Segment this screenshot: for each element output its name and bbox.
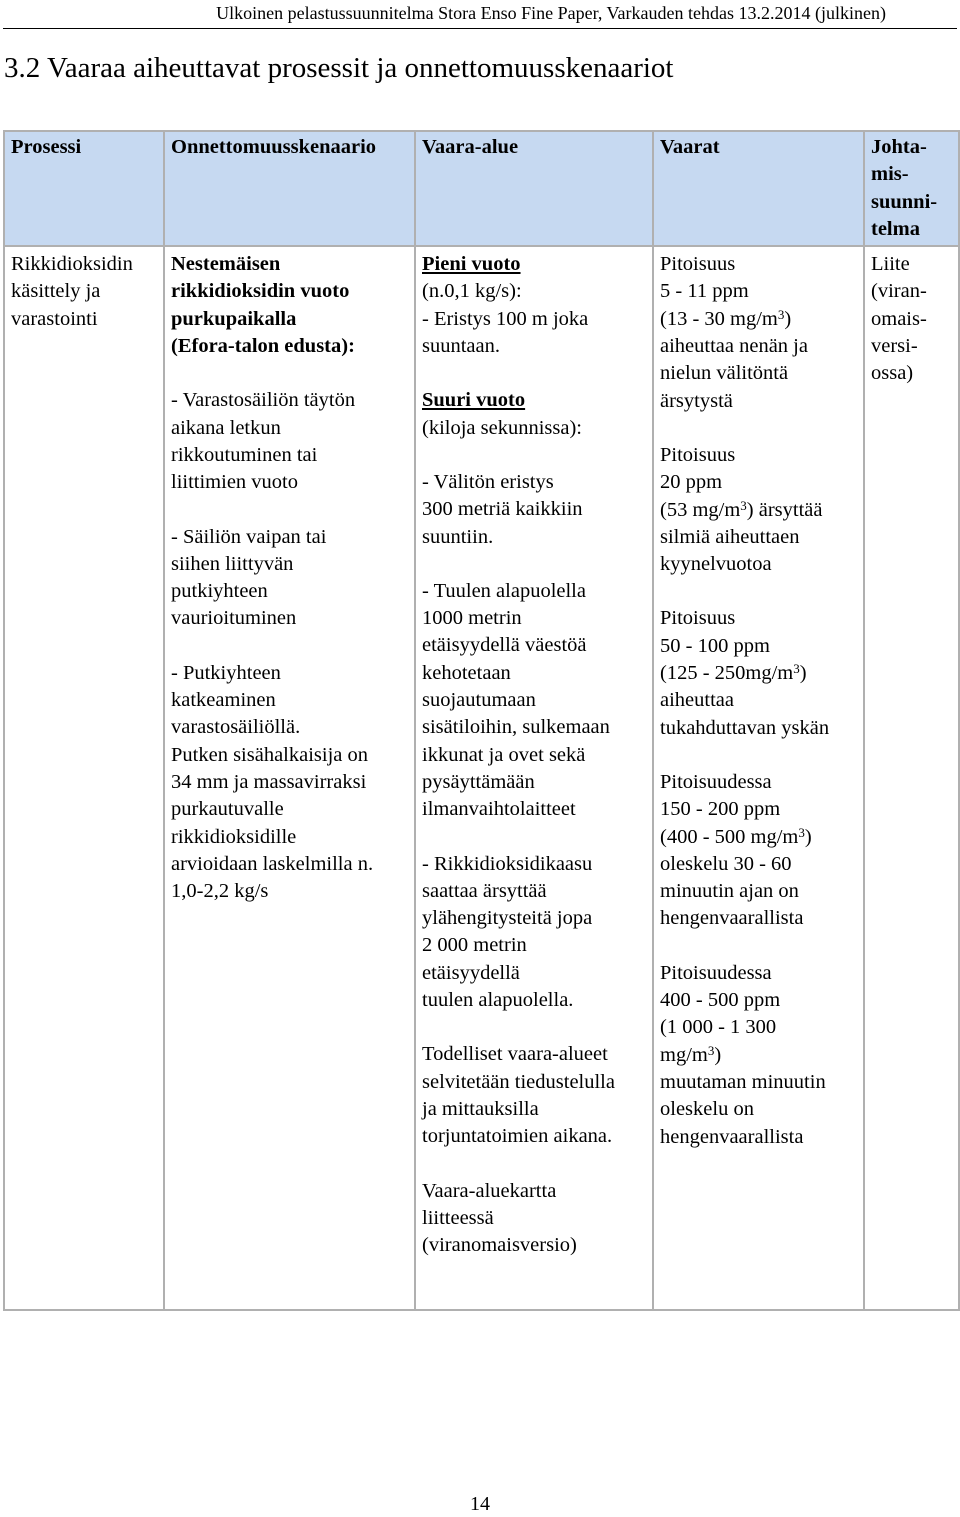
small-leak-title: Pieni vuoto — [422, 253, 521, 276]
scenario-item-hose: - Varastosäiliön täytön aikana letkun rikkoutuminen tai liittimien vuoto — [171, 389, 356, 494]
map-reference-block: Vaara-aluekartta liitteessä (viranomaisversio) — [422, 1179, 577, 1257]
downwind-block: - Tuulen alapuolella 1000 metrin etäisyydellä väestöä kehotetaan suojautumaan sisätiloihin, sulkemaan ikkunat ja ovet sekä pysäyttämään ilmanvaihtolaitteet — [422, 579, 610, 821]
gas-block: - Rikkidioksidikaasu saattaa ärsyttää ylähengitysteitä jopa 2 000 metrin etäisyydellä tuulen alapuolella. — [422, 852, 593, 1012]
page-number: 14 — [470, 1493, 490, 1515]
hazard-level-3: Pitoisuus 50 - 100 ppm $(125 - 250mg/m^3)$ aiheuttaa tukahduttavan yskän — [660, 607, 830, 739]
header-rule — [3, 28, 957, 29]
process-scenario-table — [3, 130, 960, 1311]
hazard-level-2: Pitoisuus 20 ppm (53 $mg/m^3$) ärsyttää silmiä aiheuttaen kyynelvuotoa — [660, 443, 823, 576]
small-leak-block: Pieni vuoto (n.0,1 kg/s): - Eristys 100 m joka suuntaan. — [422, 251, 646, 360]
hazard-level-1: Pitoisuus 5 - 11 ppm (13 - 30 $mg/m^3$) aiheuttaa nenän ja nielun välitöntä ärsytystä — [660, 253, 808, 412]
cell-scenario — [164, 246, 415, 1310]
actual-areas-block: Todelliset vaara-alueet selvitetään tiedustelulla ja mittauksilla torjuntatoimien aikana. — [422, 1043, 615, 1148]
hazard-level-4: Pitoisuudessa 150 - 200 ppm (400 - 500 $mg/m^3$) oleskelu 30 - 60 minuutin ajan on hengenvaarallista — [660, 770, 812, 930]
header-process: Prosessi — [4, 131, 164, 246]
header-scenario: Onnettomuusskenaario — [164, 131, 415, 246]
cell-hazard-area — [415, 246, 653, 1310]
hazard-level-5: Pitoisuudessa 400 - 500 ppm (1 000 - 1 300 $mg/m^3$) muutaman minuutin oleskelu on hengenvaarallista — [660, 961, 826, 1148]
scenario-heading: Nestemäisen rikkidioksidin vuoto purkupaikalla (Efora-talon edusta): — [171, 253, 355, 358]
isolation-block: - Välitön eristys 300 metriä kaikkiin suuntiin. — [422, 470, 583, 548]
scenario-item-pipe: - Putkiyhteen katkeaminen varastosäiliöllä. Putken sisähalkaisija on 34 mm ja massavirraksi purkautuvalle rikkidioksidille arvioidaan laskelmilla n. 1,0-2,2 kg/s — [171, 661, 374, 903]
header-plan: Johta- mis- suunni- telma — [864, 131, 959, 246]
header-hazard-area: Vaara-alue — [415, 131, 653, 246]
table-header-row — [4, 131, 959, 246]
cell-plan: Liite (viran- omais- versi- ossa) — [864, 246, 959, 1310]
running-header: Ulkoinen pelastussuunnitelma Stora Enso Fine Paper, Varkauden tehdas 13.2.2014 (julkinen) — [216, 3, 886, 23]
cell-process: Rikkidioksidin käsittely ja varastointi — [4, 246, 164, 1310]
large-leak-title: Suuri vuoto — [422, 389, 526, 412]
cell-hazards — [653, 246, 864, 1310]
large-leak-block: Suuri vuoto (kiloja sekunnissa): — [422, 387, 646, 442]
scenario-item-tank: - Säiliön vaipan tai siihen liittyvän putkiyhteen vaurioituminen — [171, 525, 327, 630]
table-row — [4, 246, 959, 1310]
section-title: 3.2 Vaaraa aiheuttavat prosessit ja onnettomuusskenaariot — [4, 52, 674, 84]
header-hazards: Vaarat — [653, 131, 864, 246]
